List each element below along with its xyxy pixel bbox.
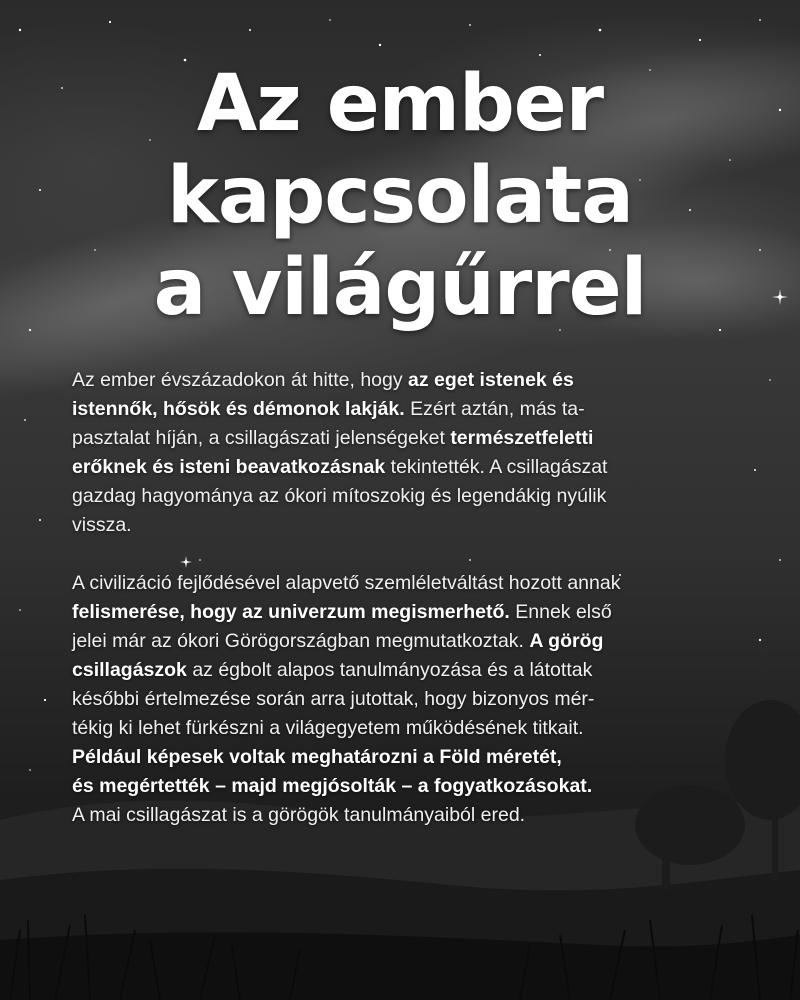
- text-span: az égbolt alapos tanulmányozása és a látottak: [186, 659, 593, 681]
- text-span: pasztalat híján, a csillagászati jelenségeket: [72, 427, 451, 449]
- text-line: vissza.: [72, 514, 132, 536]
- text-line: [72, 453, 732, 482]
- text-span: tekintették. A csillagászat: [385, 456, 608, 478]
- text-span: jelei már az ókori Görögországban megmutatkoztak.: [72, 630, 530, 652]
- text-span: Az ember évszázadokon át hitte, hogy: [72, 369, 409, 391]
- title-line-2: kapcsolata: [167, 151, 633, 241]
- title-line-3: a világűrrel: [153, 243, 647, 333]
- text-line: [72, 627, 732, 656]
- bold-text-line: és megértették – majd megjósolták – a fogyatkozásokat.: [72, 775, 593, 797]
- article-body: [72, 366, 732, 859]
- text-line: gazdag hagyománya az ókori mítoszokig és legendákig nyúlik: [72, 485, 607, 507]
- bold-text: felismerése, hogy az univerzum megismerhető.: [72, 601, 510, 623]
- text-line: későbbi értelmezése során arra jutottak, hogy bizonyos mér-: [72, 688, 595, 710]
- bold-text: az eget istenek és: [408, 369, 574, 391]
- text-line: [72, 424, 732, 453]
- paragraph-2: [72, 569, 732, 830]
- bold-text: erőknek és isteni beavatkozásnak: [72, 456, 386, 478]
- text-span: Ennek első: [509, 601, 612, 623]
- bold-text: A görög: [529, 630, 604, 652]
- page-title: [0, 58, 800, 334]
- text-line: A civilizáció fejlődésével alapvető szemléletváltást hozott annak: [72, 572, 621, 594]
- bold-text-line: Például képesek voltak meghatározni a Föld méretét,: [72, 746, 562, 768]
- text-span: Ezért aztán, más ta-: [404, 398, 585, 420]
- bold-text: természetfeletti: [450, 427, 594, 449]
- text-line: [72, 395, 732, 424]
- paragraph-1: [72, 366, 732, 540]
- bold-text: csillagászok: [72, 659, 187, 681]
- text-line: A mai csillagászat is a görögök tanulmányaiból ered.: [72, 804, 526, 826]
- text-line: tékig ki lehet fürkészni a világegyetem működésének titkait.: [72, 717, 584, 739]
- text-line: [72, 366, 732, 395]
- text-line: [72, 598, 732, 627]
- bold-text: istennők, hősök és démonok lakják.: [72, 398, 405, 420]
- title-line-1: Az ember: [196, 59, 604, 149]
- text-line: [72, 656, 732, 685]
